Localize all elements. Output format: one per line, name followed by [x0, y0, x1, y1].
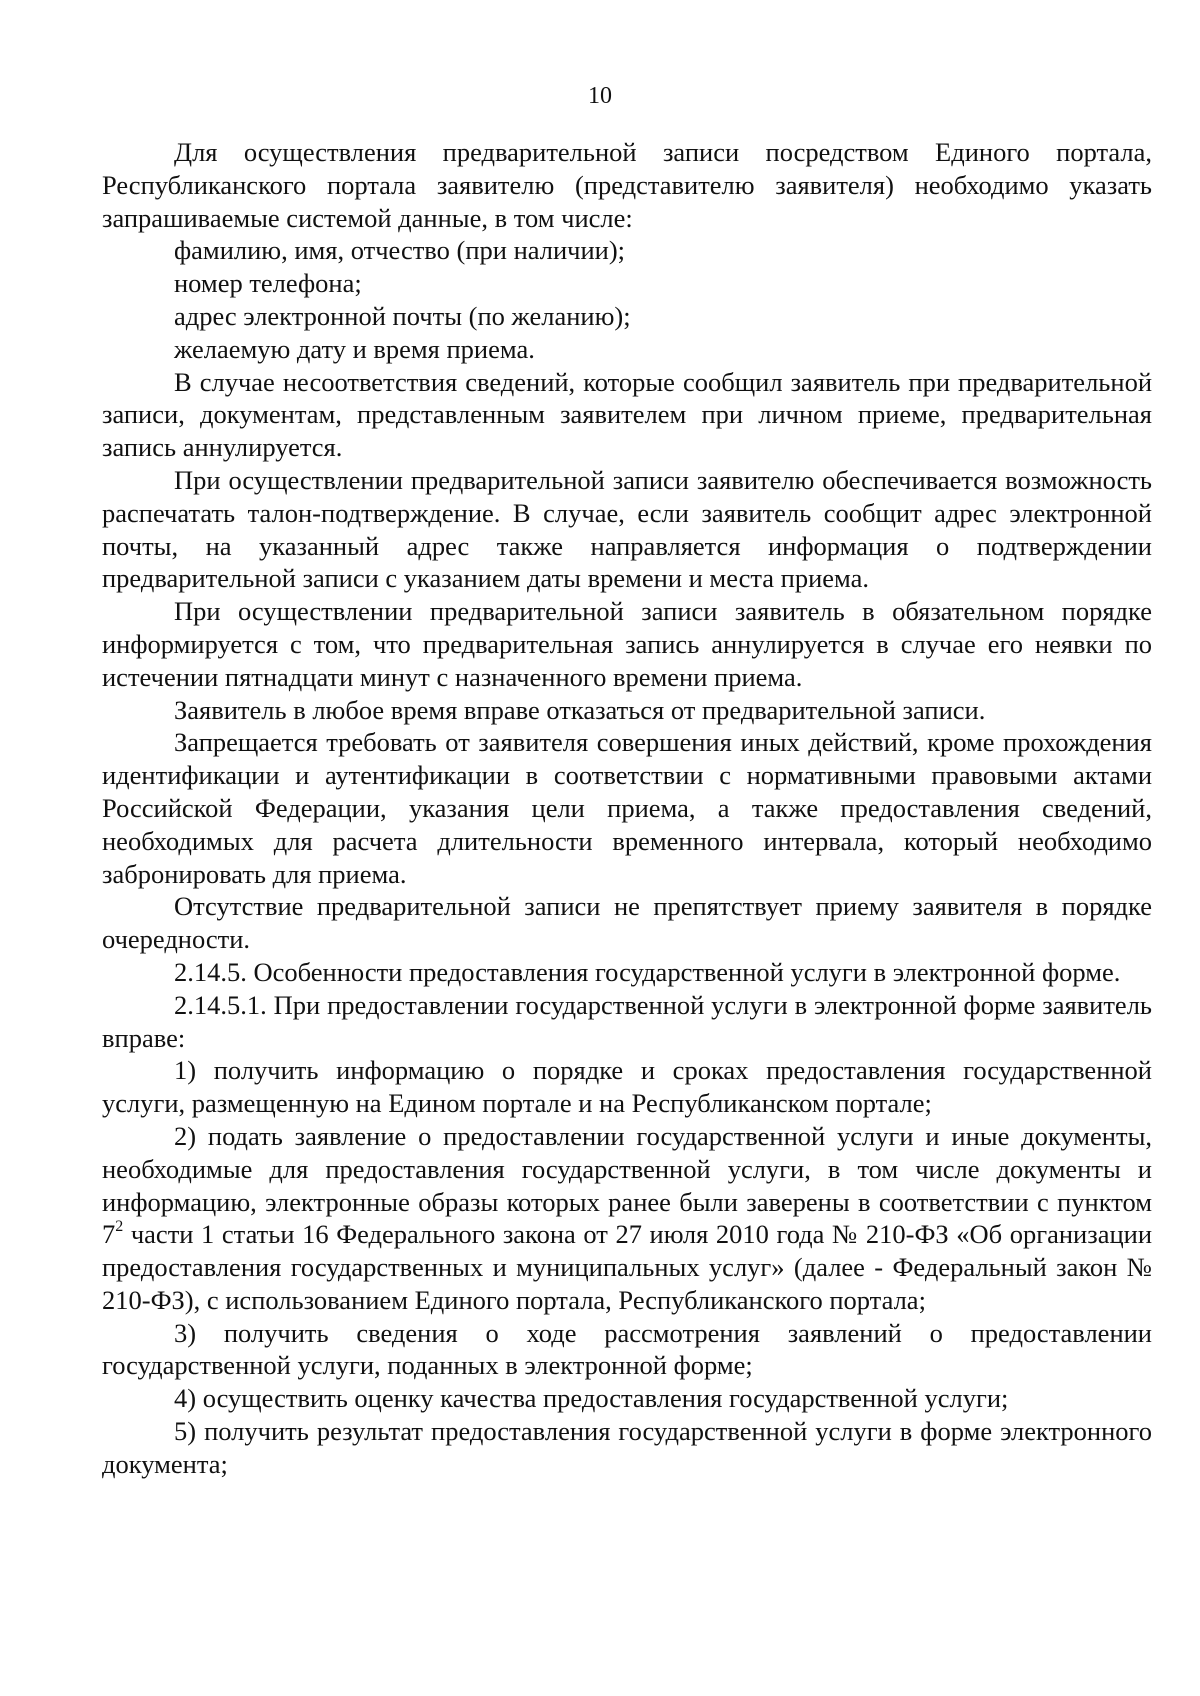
list-item: адрес электронной почты (по желанию);: [174, 300, 631, 331]
superscript: 2: [115, 1218, 124, 1236]
numbered-item: [102, 1120, 1152, 1317]
paragraph: В случае несоответствия сведений, которые сообщил заявитель при предварительной записи, документам, представленным заявителем при личном приеме, предварительная запись аннулируется.: [102, 366, 1152, 463]
list-item: фамилию, имя, отчество (при наличии);: [174, 235, 626, 266]
list-item: номер телефона;: [174, 268, 362, 299]
numbered-item: 1) получить информацию о порядке и сроках предоставления государственной услуги, размещенную на Едином портале и на Республиканском портале;: [102, 1055, 1152, 1119]
document-body: [102, 136, 1152, 1481]
numbered-item: 5) получить результат предоставления государственной услуги в форме электронного документа;: [102, 1416, 1152, 1479]
numbered-item: 3) получить сведения о ходе рассмотрения заявлений о предоставлении государственной услуги, поданных в электронной форме;: [102, 1317, 1152, 1381]
numbered-item-text: 2) подать заявление о предоставлении государственной услуги и иные документы, необходимые для предоставления государственной услуги, в том числе документы и информацию, электронные образы которых ранее были заверены в соответствии с пунктом 7: [102, 1120, 1152, 1250]
paragraph-intro: Для осуществления предварительной записи посредством Единого портала, Республиканского портала заявителю (представителю заявителя) необходимо указать запрашиваемые системой данные, в том числе:: [102, 137, 1152, 233]
paragraph: Отсутствие предварительной записи не препятствует приему заявителя в порядке очередности.: [102, 891, 1152, 955]
paragraph: Запрещается требовать от заявителя совершения иных действий, кроме прохождения идентификации и аутентификации в соответствии с нормативными правовыми актами Российской Федерации, указания цели приема, а также предоставления сведений, необходимых для расчета длительности временного интервала, который необходимо забронировать для приема.: [102, 727, 1152, 889]
numbered-item-text: части 1 статьи 16 Федерального закона от 27 июля 2010 года № 210-ФЗ «Об организации предоставления государственных и муниципальных услуг» (далее - Федеральный закон № 210-ФЗ), с использованием Единого портала, Республиканского портала;: [102, 1219, 1152, 1315]
subsection-heading: 2.14.5.1. При предоставлении государственной услуги в электронной форме заявитель вправе:: [102, 989, 1152, 1053]
paragraph: Заявитель в любое время вправе отказаться от предварительной записи.: [174, 694, 986, 725]
section-heading: 2.14.5. Особенности предоставления государственной услуги в электронной форме.: [174, 956, 1121, 987]
numbered-item: 4) осуществить оценку качества предоставления государственной услуги;: [174, 1383, 1009, 1414]
list-item: желаемую дату и время приема.: [174, 333, 535, 364]
paragraph: При осуществлении предварительной записи заявитель в обязательном порядке информируется с том, что предварительная запись аннулируется в случае его неявки по истечении пятнадцати минут с назначенного времени приема.: [102, 596, 1152, 692]
page-number: 10: [588, 83, 612, 109]
paragraph: При осуществлении предварительной записи заявителю обеспечивается возможность распечатать талон-подтверждение. В случае, если заявитель сообщит адрес электронной почты, на указанный адрес также направляется информация о подтверждении предварительной записи с указанием даты времени и места приема.: [102, 464, 1152, 594]
